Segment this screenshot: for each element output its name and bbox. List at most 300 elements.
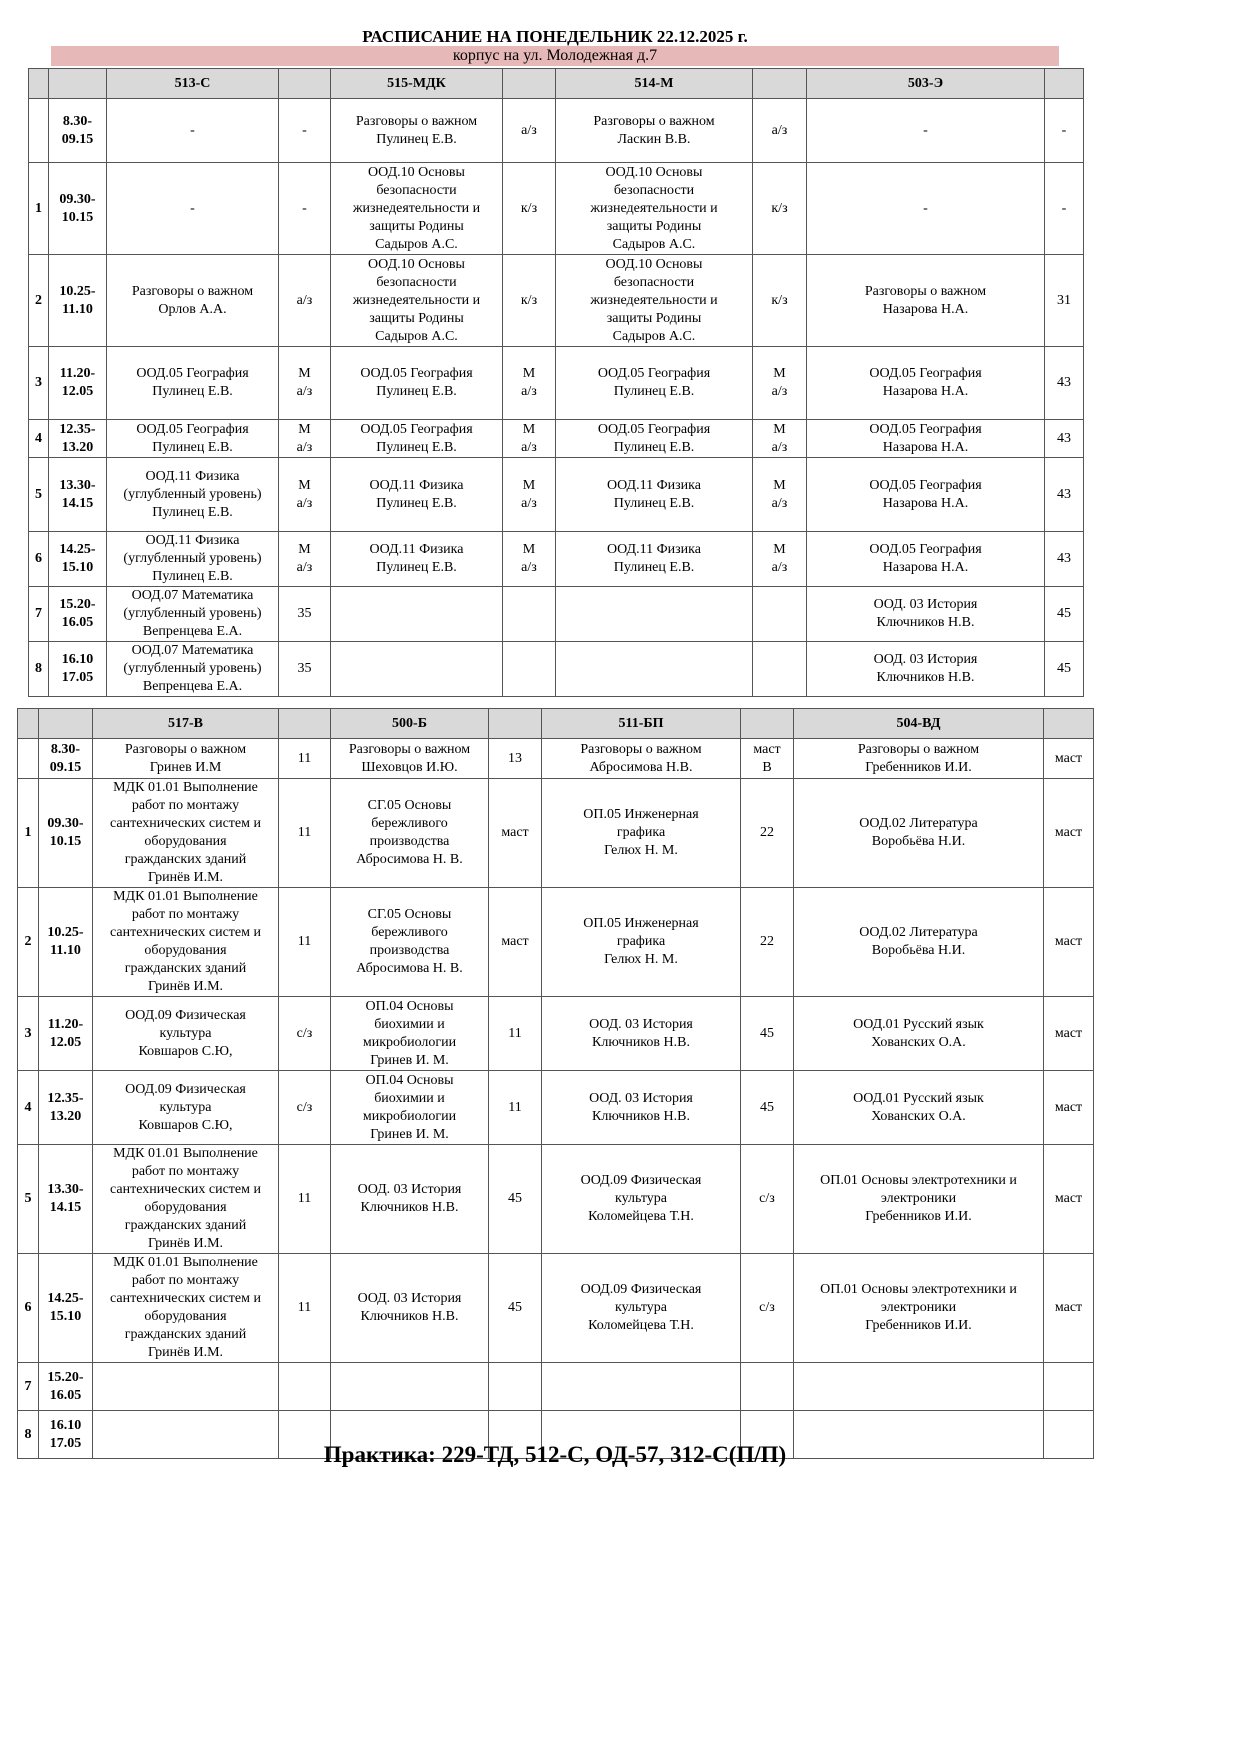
- subject-cell: [93, 888, 279, 997]
- lesson-number: [29, 99, 49, 163]
- subject-cell: [107, 347, 279, 420]
- subject-text: Разговоры о важном Назарова Н.А.: [864, 283, 987, 317]
- room-cell: [753, 458, 807, 532]
- subject-cell: [107, 99, 279, 163]
- subject-cell: [556, 532, 753, 587]
- subject-text: ОП.01 Основы электротехники и электроники Гребенников И.И.: [820, 1282, 1017, 1333]
- room-cell: [753, 99, 807, 163]
- subject-cell: [93, 779, 279, 888]
- room-header-cell: [1044, 709, 1094, 739]
- subject-cell: [331, 458, 503, 532]
- room-text: 22: [760, 825, 774, 840]
- room-cell: [1044, 1071, 1094, 1145]
- subject-text: ООД.05 География Назарова Н.А.: [869, 477, 982, 511]
- room-text: 11: [297, 750, 312, 766]
- subject-cell: [542, 1071, 741, 1145]
- subject-text: ООД.02 Литература Воробьёва Н.И.: [859, 816, 978, 849]
- room-cell: [279, 458, 331, 532]
- practice-groups-note: Практика: 229-ТД, 512-С, ОД-57, 312-С(П/П): [323, 1442, 787, 1467]
- room-text: 45: [508, 1300, 522, 1315]
- lesson-time: [49, 347, 107, 420]
- subject-cell: [107, 458, 279, 532]
- room-header-cell: [279, 69, 331, 99]
- room-cell: [741, 1363, 794, 1411]
- subject-cell: [542, 888, 741, 997]
- lesson-time: [49, 587, 107, 642]
- subject-text: ООД. 03 История Ключников Н.В.: [357, 1182, 462, 1215]
- room-cell: [503, 99, 556, 163]
- room-cell: [1045, 642, 1084, 697]
- subject-text: Разговоры о важном Гребенников И.И.: [857, 741, 980, 775]
- room-text: 11: [508, 1025, 522, 1041]
- subject-text: ООД.05 География Назарова Н.А.: [869, 366, 982, 399]
- group-header: 511-БП: [542, 709, 741, 739]
- lesson-time: [49, 532, 107, 587]
- room-cell: [279, 779, 331, 888]
- room-cell: [1045, 532, 1084, 587]
- header-time-cell: [39, 709, 93, 739]
- lesson-row: [29, 347, 1084, 420]
- room-cell: [503, 163, 556, 255]
- room-text: М а/з: [296, 366, 313, 399]
- subject-text: Разговоры о важном Гринев И.М: [124, 741, 247, 775]
- lesson-time-text: 14.25- 15.10: [59, 542, 96, 575]
- room-text: маст: [1054, 1191, 1083, 1206]
- room-cell: [503, 458, 556, 532]
- subject-text: ООД.10 Основы безопасности жизнедеятельности и защиты Родины Садыров А.С.: [352, 164, 481, 252]
- room-cell: [489, 888, 542, 997]
- subject-text: ООД.07 Математика (углубленный уровень) Вепренцева Е.А.: [123, 643, 262, 694]
- lesson-number: 5: [29, 458, 49, 532]
- room-text: а/з: [771, 122, 788, 138]
- room-text: -: [1061, 122, 1067, 138]
- subject-cell: [807, 347, 1045, 420]
- schedule-table-2: [17, 708, 1094, 1459]
- lesson-row: [29, 458, 1084, 532]
- subject-text: ООД.05 География Пулинец Е.В.: [360, 366, 473, 399]
- subject-text: ООД.01 Русский язык Хованских О.А.: [853, 1016, 984, 1050]
- room-text: М а/з: [771, 477, 788, 511]
- subject-cell: [542, 779, 741, 888]
- subject-text: ООД.09 Физическая культура Коломейцева Т.Н.: [580, 1173, 702, 1224]
- room-cell: [279, 587, 331, 642]
- room-cell: [503, 420, 556, 458]
- subject-text: ОП.05 Инженерная графика Гелюх Н. М.: [583, 916, 699, 967]
- room-text: маст: [1054, 1300, 1083, 1315]
- lesson-number: 1: [29, 163, 49, 255]
- room-cell: [489, 739, 542, 779]
- room-text: маст: [1054, 1099, 1083, 1115]
- lesson-number: 3: [18, 997, 39, 1071]
- room-text: М а/з: [521, 421, 537, 455]
- room-cell: [1045, 587, 1084, 642]
- room-header-cell: [753, 69, 807, 99]
- subject-text: Разговоры о важном Пулинец Е.В.: [355, 113, 478, 147]
- room-cell: [753, 587, 807, 642]
- room-cell: [503, 642, 556, 697]
- subject-text: ООД.05 География Назарова Н.А.: [869, 421, 982, 455]
- room-text: с/з: [759, 1191, 775, 1206]
- room-cell: [279, 163, 331, 255]
- lesson-time-text: 16.10 17.05: [61, 652, 94, 685]
- lesson-row: [18, 1254, 1094, 1363]
- lesson-number: 1: [18, 779, 39, 888]
- subject-text: ООД.11 Физика (углубленный уровень) Пулинец Е.В.: [123, 533, 262, 584]
- table-1-body: [29, 69, 1084, 697]
- subject-text: ООД.11 Физика Пулинец Е.В.: [369, 542, 464, 575]
- subject-cell: [542, 1363, 741, 1411]
- lesson-time-text: 11.20- 12.05: [47, 1016, 84, 1050]
- subject-text: ООД.05 География Пулинец Е.В.: [597, 366, 711, 399]
- room-cell: [753, 255, 807, 347]
- subject-cell: [331, 1363, 489, 1411]
- table-header-row: [18, 709, 1094, 739]
- subject-cell: [93, 739, 279, 779]
- subject-cell: [556, 99, 753, 163]
- lesson-number: [18, 739, 39, 779]
- room-cell: [753, 347, 807, 420]
- room-header-cell: [741, 709, 794, 739]
- lesson-number: 8: [29, 642, 49, 697]
- subject-cell: [331, 255, 503, 347]
- lesson-number: 7: [29, 587, 49, 642]
- subject-cell: [331, 739, 489, 779]
- subject-text: -: [190, 200, 195, 216]
- room-cell: [489, 1254, 542, 1363]
- subject-text: ООД.11 Физика Пулинец Е.В.: [607, 477, 701, 511]
- subject-text: ООД.10 Основы безопасности жизнедеятельности и защиты Родины Садыров А.С.: [352, 256, 481, 344]
- room-text: маст В: [753, 741, 781, 775]
- room-cell: [753, 163, 807, 255]
- room-text: -: [302, 200, 307, 216]
- room-cell: [1044, 997, 1094, 1071]
- lesson-number: 6: [18, 1254, 39, 1363]
- lesson-row: [18, 1071, 1094, 1145]
- room-text: к/з: [520, 200, 538, 216]
- lesson-number: 7: [18, 1363, 39, 1411]
- room-cell: [279, 888, 331, 997]
- subject-text: Разговоры о важном Ласкин В.В.: [593, 113, 715, 147]
- subject-cell: [542, 739, 741, 779]
- room-text: 45: [760, 1025, 774, 1041]
- room-cell: [279, 347, 331, 420]
- subject-cell: [93, 997, 279, 1071]
- room-text: к/з: [520, 292, 538, 308]
- room-text: М а/з: [771, 366, 788, 399]
- lesson-number: 4: [18, 1071, 39, 1145]
- lesson-row: [18, 1145, 1094, 1254]
- room-text: 11: [297, 825, 312, 840]
- room-text: с/з: [759, 1300, 775, 1315]
- subject-text: МДК 01.01 Выполнение работ по монтажу сантехнических систем и оборудования гражданских зданий Гринёв И.М.: [110, 1146, 261, 1251]
- room-cell: [753, 420, 807, 458]
- room-cell: [279, 255, 331, 347]
- schedule-table-1: [28, 68, 1084, 697]
- subject-text: ООД.05 География Назарова Н.А.: [869, 542, 982, 575]
- subject-cell: [807, 99, 1045, 163]
- lesson-row: [18, 739, 1094, 779]
- lesson-row: [29, 163, 1084, 255]
- room-cell: [489, 779, 542, 888]
- room-text: к/з: [771, 200, 788, 216]
- lesson-time: [49, 255, 107, 347]
- room-text: маст: [501, 934, 529, 949]
- subject-cell: [331, 163, 503, 255]
- lesson-number: 2: [18, 888, 39, 997]
- subject-text: ОП.04 Основы биохимии и микробиологии Гринев И. М.: [362, 998, 457, 1068]
- room-cell: [279, 99, 331, 163]
- lesson-time-text: 13.30- 14.15: [47, 1182, 84, 1215]
- subject-text: ООД.09 Физическая культура Ковшаров С.Ю,: [125, 1081, 246, 1133]
- room-header-cell: [489, 709, 542, 739]
- subject-text: ООД.01 Русский язык Хованских О.А.: [853, 1090, 984, 1124]
- table-header-row: [29, 69, 1084, 99]
- room-text: 22: [760, 934, 774, 949]
- room-header-cell: [1045, 69, 1084, 99]
- lesson-time-text: 13.30- 14.15: [59, 477, 96, 511]
- lesson-time-text: 16.10 17.05: [49, 1417, 82, 1451]
- subject-text: -: [923, 200, 928, 216]
- lesson-time: [39, 1254, 93, 1363]
- header-num-cell: [29, 69, 49, 99]
- subject-cell: [107, 532, 279, 587]
- room-cell: [1045, 163, 1084, 255]
- lesson-time: [49, 642, 107, 697]
- subject-cell: [107, 163, 279, 255]
- subject-cell: [331, 99, 503, 163]
- room-text: с/з: [296, 1025, 313, 1041]
- lesson-number: 6: [29, 532, 49, 587]
- lesson-time-text: 10.25- 11.10: [47, 925, 84, 958]
- subject-cell: [331, 587, 503, 642]
- room-cell: [1044, 1363, 1094, 1411]
- subject-text: ООД.09 Физическая культура Коломейцева Т.Н.: [580, 1282, 702, 1333]
- subject-text: Разговоры о важном Абросимова Н.В.: [580, 741, 702, 775]
- table-2-body: [18, 709, 1094, 1459]
- room-cell: [1044, 739, 1094, 779]
- lesson-time-text: 12.35- 13.20: [59, 421, 96, 455]
- lesson-number: 8: [18, 1411, 39, 1459]
- room-text: а/з: [521, 122, 537, 138]
- subject-cell: [556, 255, 753, 347]
- subject-text: ООД.11 Физика Пулинец Е.В.: [607, 542, 701, 575]
- room-text: М а/з: [296, 477, 313, 511]
- room-cell: [741, 1071, 794, 1145]
- building-address-banner: корпус на ул. Молодежная д.7: [51, 46, 1059, 66]
- room-cell: [753, 642, 807, 697]
- group-header: 500-Б: [331, 709, 489, 739]
- room-cell: [1045, 347, 1084, 420]
- subject-cell: [107, 420, 279, 458]
- lesson-row: [29, 587, 1084, 642]
- room-text: М а/з: [521, 366, 537, 399]
- subject-cell: [93, 1254, 279, 1363]
- lesson-time: [39, 1145, 93, 1254]
- subject-text: ООД. 03 История Ключников Н.В.: [357, 1291, 462, 1324]
- lesson-time: [39, 1071, 93, 1145]
- room-cell: [1044, 779, 1094, 888]
- subject-cell: [331, 997, 489, 1071]
- subject-cell: [331, 1071, 489, 1145]
- subject-cell: [556, 458, 753, 532]
- room-cell: [503, 587, 556, 642]
- subject-cell: [807, 420, 1045, 458]
- subject-cell: [542, 1145, 741, 1254]
- room-text: -: [1061, 200, 1067, 216]
- room-cell: [279, 642, 331, 697]
- room-text: маст: [1054, 750, 1083, 766]
- room-cell: [489, 1145, 542, 1254]
- subject-cell: [794, 779, 1044, 888]
- lesson-time: [49, 163, 107, 255]
- room-text: М а/з: [296, 421, 313, 455]
- lesson-time-text: 14.25- 15.10: [47, 1291, 84, 1324]
- subject-cell: [93, 1071, 279, 1145]
- subject-cell: [542, 1254, 741, 1363]
- room-cell: [1045, 99, 1084, 163]
- room-text: с/з: [296, 1099, 313, 1115]
- room-text: 45: [508, 1191, 522, 1206]
- subject-cell: [807, 458, 1045, 532]
- room-text: М а/з: [521, 542, 537, 575]
- subject-cell: [807, 532, 1045, 587]
- room-cell: [279, 997, 331, 1071]
- group-header: 513-С: [107, 69, 279, 99]
- schedule-title: РАСПИСАНИЕ НА ПОНЕДЕЛЬНИК 22.12.2025 г.: [362, 27, 748, 46]
- group-header: 515-МДК: [331, 69, 503, 99]
- subject-cell: [556, 163, 753, 255]
- subject-text: ООД.10 Основы безопасности жизнедеятельности и защиты Родины Садыров А.С.: [590, 256, 718, 344]
- subject-text: ООД.11 Физика Пулинец Е.В.: [369, 477, 464, 511]
- room-cell: [489, 997, 542, 1071]
- subject-cell: [331, 347, 503, 420]
- subject-text: -: [923, 122, 928, 138]
- lesson-time-text: 09.30- 10.15: [59, 191, 96, 225]
- room-text: а/з: [296, 292, 313, 308]
- room-cell: [1044, 1254, 1094, 1363]
- group-header: 504-ВД: [794, 709, 1044, 739]
- subject-text: ООД.05 География Пулинец Е.В.: [360, 421, 473, 455]
- room-cell: [741, 1145, 794, 1254]
- lesson-time-text: 11.20- 12.05: [59, 366, 96, 399]
- subject-text: ООД.11 Физика (углубленный уровень) Пулинец Е.В.: [123, 468, 262, 520]
- room-text: 45: [1057, 606, 1071, 621]
- subject-text: ООД. 03 История Ключников Н.В.: [873, 652, 978, 685]
- room-text: М а/з: [296, 542, 313, 575]
- subject-text: ООД. 03 История Ключников Н.В.: [873, 597, 978, 630]
- subject-cell: [331, 1254, 489, 1363]
- subject-text: ООД.10 Основы безопасности жизнедеятельности и защиты Родины Садыров А.С.: [590, 164, 718, 252]
- room-cell: [279, 420, 331, 458]
- lesson-time: [49, 420, 107, 458]
- lesson-number: 2: [29, 255, 49, 347]
- lesson-row: [29, 642, 1084, 697]
- room-cell: [1044, 1145, 1094, 1254]
- room-text: маст: [1054, 934, 1083, 949]
- room-header-cell: [279, 709, 331, 739]
- lesson-time-text: 09.30- 10.15: [47, 816, 84, 849]
- group-header: 503-Э: [807, 69, 1045, 99]
- subject-text: ООД.07 Математика (углубленный уровень) Вепренцева Е.А.: [123, 588, 262, 639]
- room-text: М а/з: [771, 542, 788, 575]
- lesson-row: [18, 779, 1094, 888]
- subject-cell: [331, 420, 503, 458]
- subject-text: ООД. 03 История Ключников Н.В.: [589, 1016, 693, 1050]
- subject-cell: [107, 642, 279, 697]
- lesson-number: 5: [18, 1145, 39, 1254]
- room-text: к/з: [771, 292, 788, 308]
- room-cell: [279, 532, 331, 587]
- subject-text: ООД. 03 История Ключников Н.В.: [589, 1090, 693, 1124]
- room-cell: [741, 739, 794, 779]
- subject-cell: [794, 1071, 1044, 1145]
- lesson-time-text: 15.20- 16.05: [59, 597, 96, 630]
- room-text: М а/з: [521, 477, 537, 511]
- room-text: 35: [297, 661, 312, 676]
- subject-cell: [556, 587, 753, 642]
- room-text: 11: [297, 934, 312, 949]
- subject-cell: [107, 255, 279, 347]
- subject-cell: [794, 739, 1044, 779]
- lesson-row: [29, 255, 1084, 347]
- subject-cell: [807, 255, 1045, 347]
- room-text: -: [302, 122, 307, 138]
- room-text: 11: [297, 1191, 312, 1206]
- lesson-time: [39, 779, 93, 888]
- room-cell: [489, 1363, 542, 1411]
- room-text: М а/з: [771, 421, 788, 455]
- lesson-number: 3: [29, 347, 49, 420]
- lesson-time-text: 8.30- 09.15: [49, 741, 82, 775]
- subject-cell: [807, 163, 1045, 255]
- subject-text: ООД.02 Литература Воробьёва Н.И.: [859, 925, 978, 958]
- header-time-cell: [49, 69, 107, 99]
- room-text: маст: [1054, 1025, 1083, 1041]
- room-cell: [279, 1071, 331, 1145]
- room-text: 45: [760, 1099, 774, 1115]
- subject-cell: [93, 1363, 279, 1411]
- room-cell: [1045, 458, 1084, 532]
- room-text: 43: [1057, 486, 1071, 502]
- lesson-row: [29, 99, 1084, 163]
- subject-cell: [807, 587, 1045, 642]
- subject-text: ООД.05 География Пулинец Е.В.: [136, 366, 249, 399]
- room-cell: [741, 1254, 794, 1363]
- room-cell: [279, 1145, 331, 1254]
- room-text: маст: [501, 825, 529, 840]
- subject-text: -: [190, 122, 195, 138]
- subject-text: МДК 01.01 Выполнение работ по монтажу сантехнических систем и оборудования гражданских зданий Гринёв И.М.: [110, 1255, 261, 1360]
- lesson-time: [49, 99, 107, 163]
- subject-cell: [556, 347, 753, 420]
- lesson-time-text: 15.20- 16.05: [47, 1369, 84, 1403]
- lesson-row: [29, 532, 1084, 587]
- subject-text: ОП.05 Инженерная графика Гелюх Н. М.: [583, 807, 699, 858]
- lesson-row: [29, 420, 1084, 458]
- subject-text: Разговоры о важном Шеховцов И.Ю.: [348, 741, 471, 775]
- subject-cell: [331, 532, 503, 587]
- room-text: 43: [1057, 430, 1071, 446]
- lesson-time: [39, 739, 93, 779]
- room-text: 13: [508, 750, 522, 766]
- subject-cell: [331, 1145, 489, 1254]
- room-cell: [741, 888, 794, 997]
- subject-text: ООД.09 Физическая культура Ковшаров С.Ю,: [125, 1007, 246, 1059]
- room-cell: [741, 997, 794, 1071]
- subject-cell: [794, 1363, 1044, 1411]
- room-cell: [1045, 420, 1084, 458]
- lesson-row: [18, 888, 1094, 997]
